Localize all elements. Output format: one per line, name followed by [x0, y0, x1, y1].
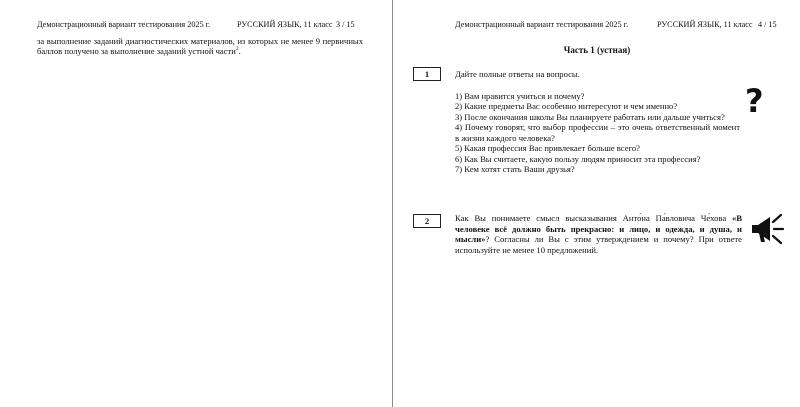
- header-org: Демонстрационный вариант тестирования 2025 г.: [455, 20, 629, 29]
- list-item: 7) Кем хотят стать Ваши друзья?: [455, 164, 575, 174]
- list-item: 1) Вам нравится учиться и почему?: [455, 90, 585, 101]
- task-number-box: 2: [413, 214, 441, 228]
- left-page: [0, 0, 392, 407]
- header-subject: РУССКИЙ ЯЗЫК, 11 класс: [657, 20, 753, 29]
- header-subject: РУССКИЙ ЯЗЫК, 11 класс: [237, 20, 333, 29]
- header-page-number: 4 / 15: [758, 20, 777, 29]
- chekhov-quote: «В человеке всё должно быть прекрасно: и лицо, и одежда, и душа, и мысли»: [455, 213, 742, 244]
- header-page-number: 3 / 15: [336, 20, 355, 29]
- question-mark-icon: ?: [745, 82, 764, 120]
- list-item: 2) Какие предметы Вас особенно интересуют и чем именно?: [455, 101, 678, 111]
- list-item: 6) Как Вы считаете, какую пользу людям приносит эта профессия?: [455, 153, 701, 164]
- task-number-box: 1: [413, 67, 441, 81]
- list-item: 3) После окончания школы Вы планируете работать или дальше учиться?: [455, 111, 725, 122]
- part-title: Часть 1 (устная): [563, 45, 631, 55]
- page-divider: [392, 0, 393, 407]
- list-item: 4) Почему говорят, что выбор профессии – это очень ответственный момент в жизни каждого человека?: [455, 122, 740, 143]
- task-1-content: [455, 69, 740, 175]
- right-page: [394, 0, 800, 407]
- megaphone-icon: [748, 211, 784, 245]
- task-2-content: [455, 213, 742, 255]
- end-punct: .: [238, 46, 241, 56]
- task-1-intro: Дайте полные ответы на вопросы.: [455, 69, 580, 79]
- list-item: 5) Какая профессия Вас привлекает больше всего?: [455, 143, 640, 153]
- continued-paragraph: [37, 36, 363, 56]
- header-org: Демонстрационный вариант тестирования 2025 г.: [37, 20, 211, 29]
- question-list: [455, 91, 740, 175]
- task-2-text-after: ? Согласны ли Вы с этим утверждением и почему? При ответе используйте не менее 10 предложений.: [455, 234, 742, 255]
- task-2-text-before: Как Вы понимаете смысл высказывания Анто́на Па́вловича Че́хова: [455, 213, 732, 223]
- continued-text: за выполнение заданий диагностических материалов, из которых не менее 9 первичных баллов получено за выполнение заданий устной части: [37, 36, 363, 56]
- footnote-mark: 2: [235, 46, 239, 53]
